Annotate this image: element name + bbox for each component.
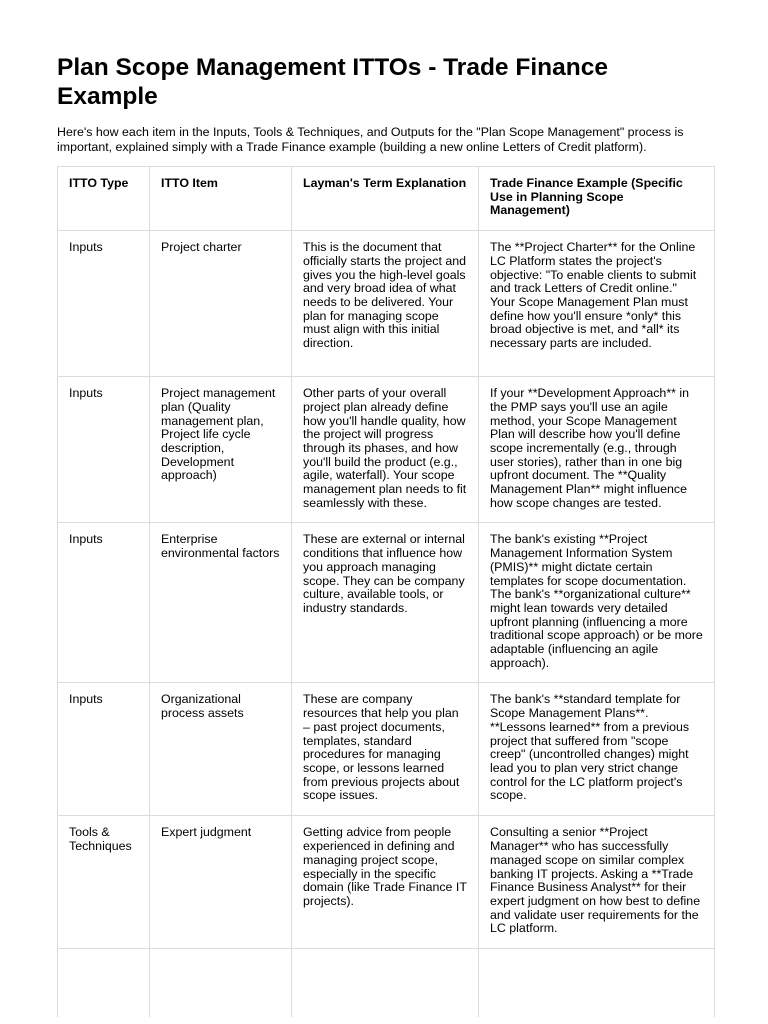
table-row [58,816,715,949]
cell-itto-type: Inputs [58,231,150,377]
table-row [58,683,715,816]
table-row [58,377,715,523]
cell-itto-type: Inputs [58,523,150,683]
document-page [57,53,713,936]
cell-itto-type: Inputs [58,683,150,816]
cell-itto-type: Tools & Techniques [58,816,150,949]
cell-example: The bank's **standard template for Scope Management Plans**. **Lessons learned** from a previous project that suffered from "scope creep" (uncontrolled changes) might lead you to plan very strict change control for the LC platform project's scope. [479,683,715,816]
header-itto-item: ITTO Item [150,167,292,231]
header-trade-finance-example: Trade Finance Example (Specific Use in Planning Scope Management) [479,167,715,231]
cell-example: If your **Development Approach** in the PMP says you'll use an agile method, your Scope Management Plan will describe how you'll define scope incrementally (e.g., through user stories), rather than in one big upfront document. The **Quality Management Plan** might influence how scope changes are tested. [479,377,715,523]
itto-table [57,166,715,1017]
table-row [58,523,715,683]
cell-itto-item: Enterprise environmental factors [150,523,292,683]
cell-empty [292,949,479,1018]
cell-itto-item: Expert judgment [150,816,292,949]
cell-itto-item: Project management plan (Quality management plan, Project life cycle description, Development approach) [150,377,292,523]
cell-explanation: These are external or internal conditions that influence how you approach managing scope. They can be company culture, available tools, or industry standards. [292,523,479,683]
cell-explanation: This is the document that officially starts the project and gives you the high-level goals and very broad idea of what needs to be delivered. Your plan for managing scope must align with this initial direction. [292,231,479,377]
cell-explanation: Getting advice from people experienced in defining and managing project scope, especially in the specific domain (like Trade Finance IT projects). [292,816,479,949]
intro-paragraph: Here's how each item in the Inputs, Tools & Techniques, and Outputs for the "Plan Scope Management" process is important, explained simply with a Trade Finance example (building a new online Letters of Credit platform). [57,125,684,154]
cell-empty [479,949,715,1018]
cell-example: Consulting a senior **Project Manager** who has successfully managed scope on similar complex banking IT projects. Asking a **Trade Finance Business Analyst** for their expert judgment on how best to define and validate user requirements for the LC platform. [479,816,715,949]
table-header-row [58,167,715,231]
cell-empty [58,949,150,1018]
cell-explanation: These are company resources that help you plan – past project documents, templates, standard procedures for managing scope, or lessons learned from previous projects about scope issues. [292,683,479,816]
table-row [58,231,715,377]
cell-itto-type: Inputs [58,377,150,523]
cell-explanation: Other parts of your overall project plan already define how you'll handle quality, how the project will progress through its phases, and how you'll build the product (e.g., agile, waterfall). Your scope management plan needs to fit seamlessly with these. [292,377,479,523]
cell-itto-item: Organizational process assets [150,683,292,816]
cell-empty [150,949,292,1018]
table-row-continuation [58,949,715,1018]
cell-example: The **Project Charter** for the Online LC Platform states the project's objective: "To enable clients to submit and track Letters of Credit online." Your Scope Management Plan must define how you'll ensure *only* this broad objective is met, and *all* its necessary parts are included. [479,231,715,377]
header-itto-type: ITTO Type [58,167,150,231]
cell-example: The bank's existing **Project Management Information System (PMIS)** might dictate certain templates for scope documentation. The bank's **organizational culture** might lean towards very detailed upfront planning (influencing a more traditional scope approach) or be more adaptable (influencing an agile approach). [479,523,715,683]
header-layman-explanation: Layman's Term Explanation [292,167,479,231]
cell-itto-item: Project charter [150,231,292,377]
page-title: Plan Scope Management ITTOs - Trade Finance Example [57,54,608,110]
